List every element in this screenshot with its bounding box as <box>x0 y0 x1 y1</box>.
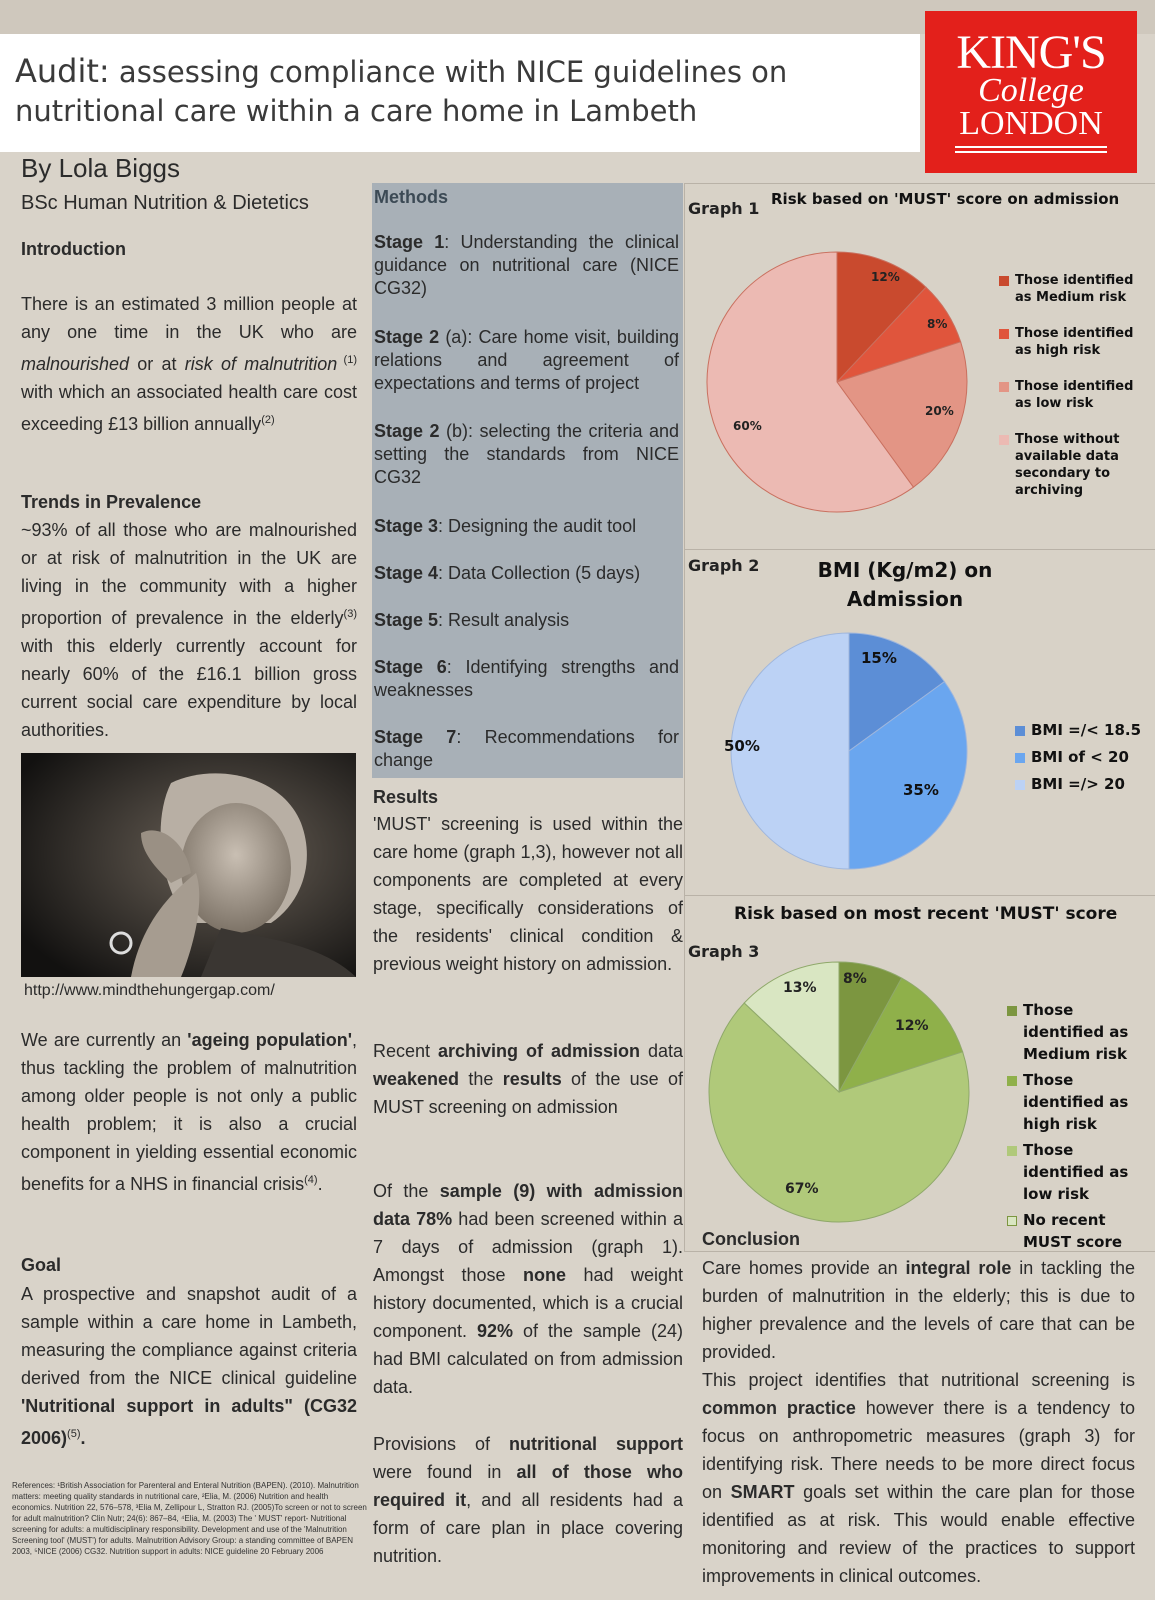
trends-text <box>21 516 357 744</box>
goal-heading: Goal <box>21 1255 62 1275</box>
pie-3-label-1: 8% <box>843 971 867 987</box>
graph-3-title: Risk based on most recent 'MUST' score <box>734 904 1118 924</box>
legend-swatch <box>1015 780 1025 790</box>
results-p1: 'MUST' screening is used within the care home (graph 1,3), however not all components are completed at every stage, specifically considerations of the residents' clinical condition & previous weight history on admission. <box>373 814 683 974</box>
ageing-part: , thus tackling the problem of malnutrition among older people is not only a public health problem; it is also a crucial component in yielding essential economic benefits for a NHS in financial crisis <box>21 1030 357 1194</box>
legend-item <box>999 378 1149 412</box>
conclusion-heading: Conclusion <box>702 1229 800 1249</box>
results-bold: nutritional support <box>509 1434 683 1454</box>
graph-2-panel <box>684 549 1155 897</box>
graph-3-label: Graph 3 <box>688 942 760 961</box>
photo-caption: http://www.mindthehungergap.com/ <box>24 982 275 999</box>
legend-label: Those identified as high risk <box>1023 1071 1129 1133</box>
method-stage <box>374 609 679 632</box>
legend-item <box>1007 1209 1155 1253</box>
stage-text: : Identifying strengths and weaknesses <box>374 657 680 700</box>
legend-swatch <box>1015 753 1025 763</box>
legend-label: Those identified as Medium risk <box>1015 273 1134 305</box>
graph-3-pie <box>705 958 973 1226</box>
results-p2 <box>373 1037 683 1121</box>
conclusion-text <box>702 1254 1135 1590</box>
stage-label: Stage 3 <box>374 516 439 536</box>
results-part: were found in <box>373 1462 517 1482</box>
trends-heading: Trends in Prevalence <box>21 492 202 512</box>
stage-text: : Data Collection (5 days) <box>438 563 641 583</box>
stage-label: Stage 2 <box>374 421 440 441</box>
conclusion-part: however there is a tendency to focus on anthropometric measures (graph 3) for identifying risk. There needs to be more direct focus on <box>702 1398 1135 1502</box>
method-stage <box>374 656 679 702</box>
intro-italic: risk of malnutrition <box>184 354 338 374</box>
poster-title <box>15 52 915 131</box>
legend-item <box>999 325 1149 359</box>
stage-text: : Designing the audit tool <box>438 516 637 536</box>
graph-2-legend <box>1015 717 1155 798</box>
intro-part: or at <box>129 354 185 374</box>
elderly-woman-photo <box>21 753 356 977</box>
results-part: , and all residents had a form of care plan in place covering nutrition. <box>373 1490 683 1566</box>
results-part: had been screened within a 7 days of admission (graph 1). Amongst those <box>373 1209 683 1285</box>
conclusion-bold: SMART <box>730 1482 795 1502</box>
ageing-bold: 'ageing population' <box>187 1030 352 1050</box>
results-part: the <box>459 1069 503 1089</box>
legend-swatch <box>1007 1006 1017 1016</box>
trends-part: ~93% of all those who are malnourished or at risk of malnutrition in the UK are living in the community with a higher proportion of prevalence in the elderly <box>21 520 357 628</box>
method-stage <box>374 326 679 395</box>
results-p4 <box>373 1430 683 1570</box>
legend-label: Those without available data secondary to archiving <box>1015 432 1120 498</box>
results-part: Provisions of <box>373 1434 510 1454</box>
photo-illustration <box>21 753 356 977</box>
pie-1-label-medium: 12% <box>871 270 900 284</box>
results-bold: archiving of admission <box>438 1041 640 1061</box>
ageing-text <box>21 1026 357 1198</box>
conclusion-bold: integral role <box>905 1258 1012 1278</box>
stage-label: Stage 6 <box>374 657 447 677</box>
results-bold: weakened <box>373 1069 460 1089</box>
legend-label: BMI =/> 20 <box>1031 775 1125 793</box>
method-stage <box>374 231 679 300</box>
legend-item <box>1007 1139 1155 1205</box>
legend-swatch <box>1007 1076 1017 1086</box>
author-name: By Lola Biggs <box>21 153 180 183</box>
method-stage <box>374 420 679 489</box>
pie-1-slices <box>707 252 967 512</box>
graph-1-legend <box>999 272 1149 499</box>
trends-part: with this elderly currently account for nearly 60% of the £16.1 billion gross current social care expenditure by local authorities. <box>21 636 357 740</box>
title-rest: assessing compliance with NICE guidelines on nutritional care within a care home in Lambeth <box>15 55 788 128</box>
legend-swatch <box>999 382 1009 392</box>
logo-rule <box>955 151 1107 153</box>
pie-1-label-low: 20% <box>925 404 954 418</box>
goal-bold: 'Nutritional support in adults" (CG32 2006) <box>21 1396 357 1448</box>
stage-label: Stage 5 <box>374 610 439 630</box>
legend-swatch <box>1015 726 1025 736</box>
legend-label: Those identified as low risk <box>1015 379 1134 411</box>
results-part: of the use of MUST screening on admission <box>373 1069 683 1117</box>
results-heading: Results <box>373 787 439 807</box>
citation: (3) <box>343 608 357 620</box>
graph-2-pie <box>719 621 979 881</box>
method-stage <box>374 562 679 585</box>
pie-2-label-1: 15% <box>861 649 897 667</box>
logo-line-2: College <box>978 72 1084 109</box>
legend-swatch <box>999 276 1009 286</box>
logo-line-1: KING'S <box>956 26 1106 79</box>
legend-swatch <box>1007 1216 1017 1226</box>
legend-label: Those identified as high risk <box>1015 326 1134 358</box>
stage-label: Stage 1 <box>374 232 445 252</box>
citation: (1) <box>337 354 357 366</box>
kings-college-logo <box>925 11 1137 173</box>
legend-label: Those identified as low risk <box>1023 1141 1129 1203</box>
citation: (5) <box>67 1428 81 1440</box>
stage-text: : Result analysis <box>438 610 570 630</box>
results-p3 <box>373 1177 683 1401</box>
results-part: Recent <box>373 1041 438 1061</box>
pie-3-slices <box>709 962 969 1222</box>
pie-2-slices <box>731 633 967 869</box>
goal-part: A prospective and snapshot audit of a sample within a care home in Lambeth, measuring the compliance against criteria derived from the NICE clinical guideline <box>21 1284 357 1388</box>
legend-item <box>999 431 1149 499</box>
legend-item <box>1007 1069 1155 1135</box>
results-part: Of the <box>373 1181 440 1201</box>
pie-1-label-nodata: 60% <box>733 419 762 433</box>
introduction-text <box>21 290 357 438</box>
conclusion-part: in tackling the burden of malnutrition in the elderly; this is due to higher prevalence and the levels of care that can be provided. <box>702 1258 1135 1362</box>
legend-swatch <box>1007 1146 1017 1156</box>
graph-3-panel <box>684 895 1155 1252</box>
method-stage <box>374 726 679 772</box>
results-bold: none <box>523 1265 566 1285</box>
results-bold: results <box>502 1069 562 1089</box>
legend-label: No recent MUST score <box>1023 1211 1123 1251</box>
methods-panel <box>372 183 683 778</box>
stage-text: (b): selecting the criteria and setting the standards from NICE CG32 <box>374 421 679 487</box>
legend-label: BMI =/< 18.5 <box>1031 721 1142 739</box>
graph-1-label: Graph 1 <box>688 199 760 218</box>
intro-italic: malnourished <box>21 354 130 374</box>
introduction-heading: Introduction <box>21 239 126 259</box>
citation: (2) <box>261 414 275 426</box>
pie-3-label-2: 12% <box>895 1018 929 1034</box>
graph-2-label: Graph 2 <box>688 556 760 575</box>
method-stage <box>374 515 679 538</box>
results-part: had weight history documented, which is a crucial component. <box>373 1265 683 1341</box>
conclusion-part: Care homes provide an <box>702 1258 906 1278</box>
legend-swatch <box>999 435 1009 445</box>
conclusion-part: goals set within the care plan for those identified as at risk. This would enable effective monitoring and review of the practices to support improvements in clinical outcomes. <box>702 1482 1135 1586</box>
conclusion-bold: common practice <box>702 1398 856 1418</box>
pie-1-label-high: 8% <box>927 317 948 331</box>
results-bold: sample (9) with admission data 78% <box>373 1181 683 1229</box>
legend-item <box>999 272 1149 306</box>
ageing-part: . <box>317 1174 323 1194</box>
stage-text: (a): Care home visit, building relations and agreement of expectations and terms of project <box>374 327 679 393</box>
legend-label: BMI of < 20 <box>1031 748 1129 766</box>
author-degree: BSc Human Nutrition & Dietetics <box>21 192 309 214</box>
intro-part: There is an estimated 3 million people at any one time in the UK who are <box>21 294 357 342</box>
results-bold: all of those who required it <box>373 1462 683 1510</box>
goal-bold: . <box>80 1428 86 1448</box>
stage-label: Stage 7 <box>374 727 457 747</box>
graph-3-legend <box>1007 999 1155 1253</box>
pie-2-label-2: 35% <box>903 781 939 799</box>
title-lead: Audit: <box>15 52 110 90</box>
graph-1-title: Risk based on 'MUST' score on admission <box>771 190 1120 208</box>
methods-heading: Methods <box>374 187 448 207</box>
logo-line-3: LONDON <box>959 105 1103 142</box>
legend-item <box>1015 717 1155 744</box>
stage-text: : Understanding the clinical guidance on nutritional care (NICE CG32) <box>374 232 680 298</box>
stage-label: Stage 2 <box>374 327 440 347</box>
legend-item <box>1015 771 1155 798</box>
pie-2-label-3: 50% <box>724 737 760 755</box>
stage-text: : Recommendations for change <box>374 727 679 770</box>
graph-1-panel <box>684 183 1155 551</box>
results-part: of the sample (24) had BMI calculated on from admission data. <box>373 1321 683 1397</box>
pie-3-label-3: 67% <box>785 1181 819 1197</box>
legend-swatch <box>999 329 1009 339</box>
logo-rule <box>955 146 1107 148</box>
stage-label: Stage 4 <box>374 563 439 583</box>
goal-text <box>21 1280 357 1452</box>
graph-2-title: BMI (Kg/m2) on Admission <box>817 558 993 611</box>
citation: (4) <box>304 1174 318 1186</box>
conclusion-part: This project identifies that nutritional screening is <box>702 1370 1135 1390</box>
legend-item <box>1015 744 1155 771</box>
results-bold: 92% <box>477 1321 514 1341</box>
intro-part: with which an associated health care cost exceeding £13 billion annually <box>21 382 357 434</box>
pie-3-label-4: 13% <box>783 980 817 996</box>
references: References: ¹British Association for Parenteral and Enteral Nutrition (BAPEN). (2010). Malnutrition matters: meeting quality standards in nutritional care, ²Elia, M. (2006) Nutrition and health economics. Nutrition 22, 576–578, ³Elia M, Zellipour L, Stratton RJ. (2005)To screen or not to screen for adult malnutrition? Clin Nutr; 24(6): 867–84, ⁴Elia, M. (2003) The ' MUST' report- Nutritional screening for adults: a multidisciplinary responsibility. Development and use of the 'Malnutrition Screening tool' (MUST') for adults. Malnutrition Advisory Group: a standing committee of BAPEN 2003, ⁵NICE (2006) CG32. Nutrition support in adults: NICE guideline 20 February 2006 <box>12 1481 367 1556</box>
results-part: data <box>639 1041 683 1061</box>
ageing-part: We are currently an <box>21 1030 188 1050</box>
legend-label: Those identified as Medium risk <box>1023 1001 1129 1063</box>
graph-1-pie <box>703 248 971 516</box>
legend-item <box>1007 999 1155 1065</box>
